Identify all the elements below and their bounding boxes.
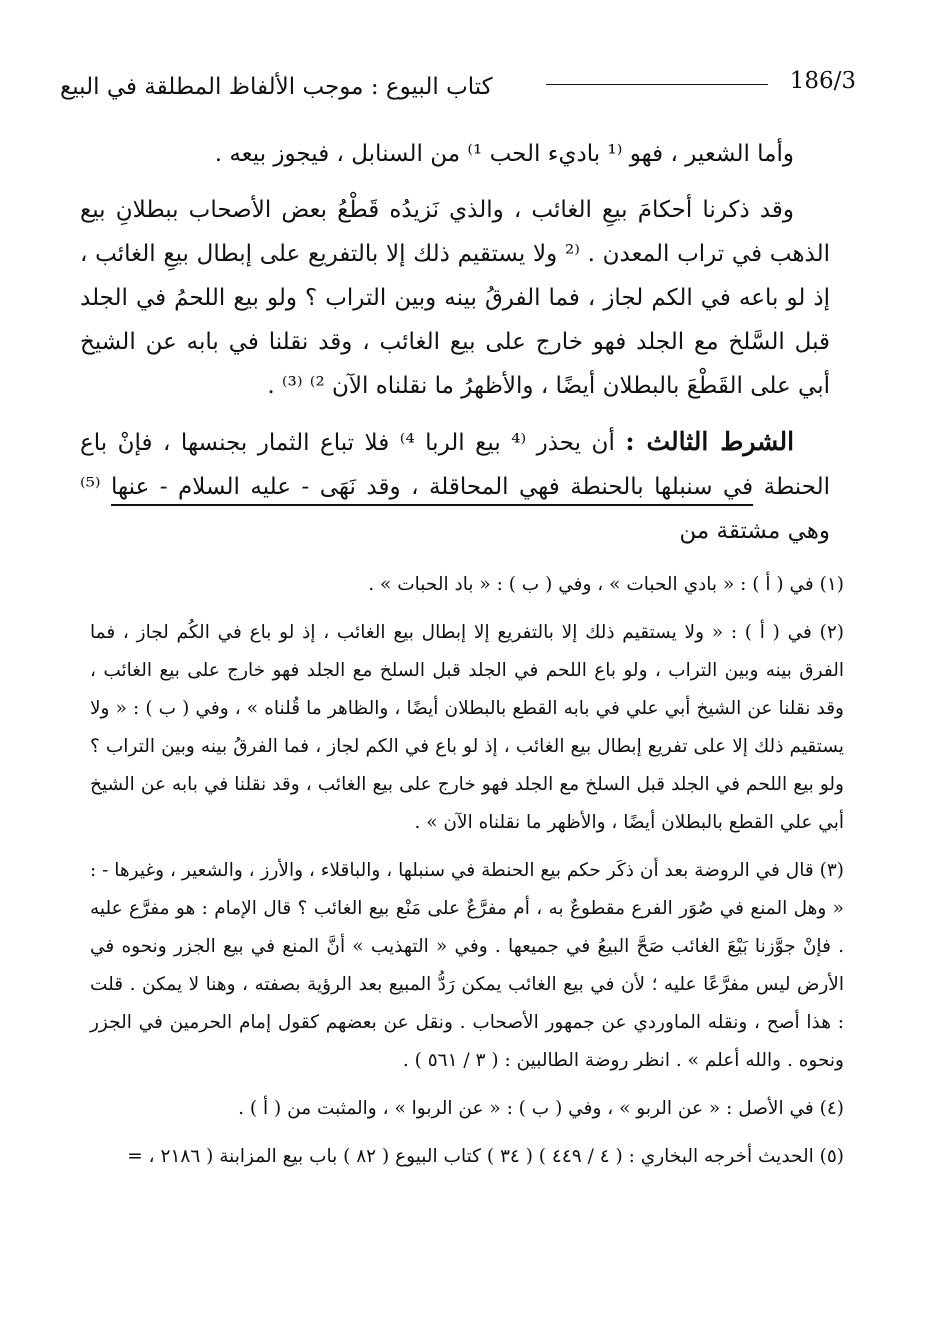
footnote-5: (٥) الحديث أخرجه البخاري : ( ٤ / ٤٤٩ ) ( ٣٤ ) كتاب البيوع ( ٨٢ ) باب بيع المزابنة ( ٢١٨٦ ، = [127,1146,844,1167]
third-condition-text-a: أن يحذر ⁽⁴ بيع الربا ⁴⁾ فلا تباع الثمار بجنسها ، فإنْ باع الحنطة [80,430,830,500]
third-condition-underlined: في سنبلها بالحنطة فهي المحاقلة ، وقد نَهَى - عليه السلام - عنها [111,474,754,500]
paragraph-barley: وأما الشعير ، فهو ⁽¹ باديء الحب ¹⁾ من السنابل ، فيجوز بيعه . [214,141,794,167]
page-number: 186/3 [789,68,856,94]
footnote-1: (١) في ( أ ) : « بادي الحبات » ، وفي ( ب ) : « باد الحبات » . [368,574,844,595]
main-text [80,132,830,565]
footnote-3: (٣) قال في الروضة بعد أن ذكَر حكم بيع الحنطة في سنبلها ، والباقلاء ، والأرز ، والشعير ، وغيرها - : « وهل المنع في صُوَر الفرع مقطوعٌ به ، أم مفرَّعٌ على مَنْع بيع الغائب ؟ قال الإمام : هو مفرَّع عليه . فإنْ جوَّزنا بَيْعَ الغائب صَحَّ البيعُ في جميعها . وفي « التهذيب » أنَّ المنع في بيع الجزر ونحوه في الأرض ليس مفرَّعًا عليه ؛ لأن في بيع الغائب يمكن رَدُّ المبيع بعد الرؤية بصفته ، وهنا لا يمكن . قلت : هذا أصح ، ونقله الماوردي عن جمهور الأصحاب . ونقل عن بعضهم كقول إمام الحرمين في الجزر ونحوه . والله أعلم » . انظر روضة الطالبين : ( ٣ / ٥٦١ ) . [90,860,844,1071]
footnote-4: (٤) في الأصل : « عن الربو » ، وفي ( ب ) : « عن الربوا » ، والمثبت من ( أ ) . [238,1098,844,1119]
paragraph-third-condition [80,420,830,553]
header-rule [546,84,768,85]
page-header [60,62,856,112]
third-condition-text-c: ⁽⁵⁾ وهي مشتقة من [80,474,830,544]
footnotes [90,566,844,1186]
running-title: كتاب البيوع : موجب الألفاظ المطلقة في البيع [60,74,493,100]
paragraph-absent-sale: وقد ذكرنا أحكامَ بيعِ الغائب ، والذي نَزيدُه قَطْعُ بعض الأصحاب ببطلانِ بيع الذهب في تراب المعدن . ⁽² ولا يستقيم ذلك إلا بالتفريع على إبطال بيعِ الغائب ، إذ لو باعه في الكم لجاز ، فما الفرقُ بينه وبين التراب ؟ ولو بيع اللحمُ في الجلد قبل السَّلخ مع الجلد فهو خارج على بيع الغائب ، وقد نقلنا في بابه عن الشيخ أبي على القَطْعَ بالبطلان أيضًا ، والأظهرُ ما نقلناه الآن ²⁾ ⁽³⁾ . [80,197,831,399]
footnote-2: (٢) في ( أ ) : « ولا يستقيم ذلك إلا بالتفريع إلا إبطال بيع الغائب ، إذ لو باع في الكُم لجاز ، فما الفرق بينه وبين التراب ، ولو باع اللحم في الجلد قبل السلخ مع الجلد فهو خارج على بيع الغائب ، وقد نقلنا عن الشيخ أبي علي في بابه القطع بالبطلان أيضًا ، والظاهر ما قُلناه » ، وفي ( ب ) : « ولا يستقيم ذلك إلا على تفريع إبطال بيع الغائب ، إذ لو باع في الكم لجاز ، فما الفرقُ بينه وبين التراب ؟ ولو بيع اللحم في الجلد قبل السلخ مع الجلد فهو خارج على بيع الغائب ، وقد نقلنا في بابه عن الشيخ أبي علي القطع بالبطلان أيضًا ، والأظهر ما نقلناه الآن » . [90,622,844,833]
third-condition-title: الشرط الثالث : [625,427,795,456]
